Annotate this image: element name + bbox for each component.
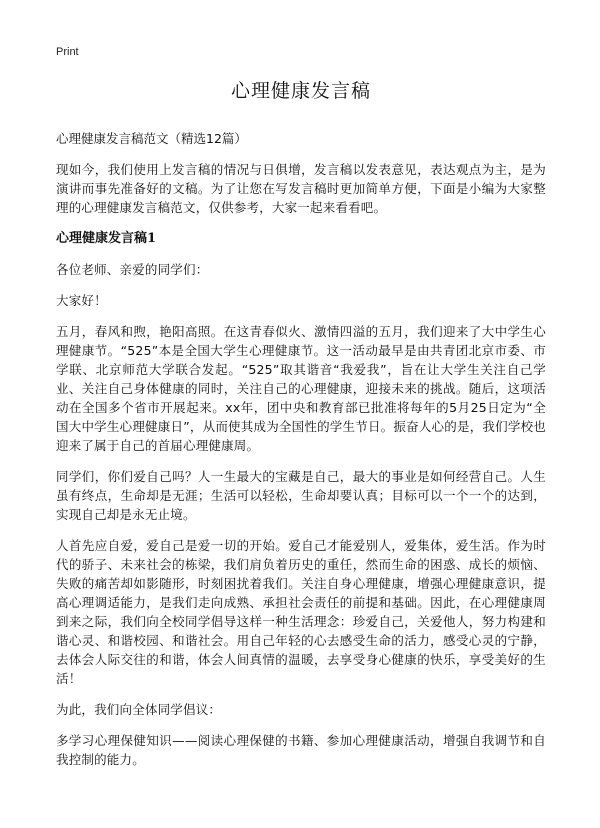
greeting: 各位老师、亲爱的同学们：	[56, 262, 209, 277]
body-paragraph: 为此，我们向全体同学倡议：	[56, 702, 222, 717]
body-paragraph: 五月，春风和煦，艳阳高照。在这青春似火、激情四溢的五月，我们迎来了大中学生心理健康节。“525”本是全国大学生心理健康节。这一活动最早是由共青团北京市委、市学联、北京师范大学联合发起。“525”取其谐音“我爱我”，旨在让大学生关注自己学业、关注自己身体健康的同时，关注自己的心理健康，迎接未来的挑战。随后，这项活动在全国多个省市开展起来。xx年，团中央和教育部已批准将每年的5月25日定为“全国大中学生心理健康日”，从而使其成为全国性的学生节日。振奋人心的是，我们学校也迎来了属于自己的首届心理健康周。	[56, 324, 546, 453]
document-page	[56, 76, 546, 781]
body-paragraph: 多学习心理保健知识——阅读心理保健的书籍、参加心理健康活动，增强自我调节和自我控制的能力。	[56, 733, 546, 767]
body-paragraph: 同学们，你们爱自己吗？人一生最大的宝藏是自己，最大的事业是如何经营自己。人生虽有终点，生命却是无涯；生活可以轻松，生命却要认真；目标可以一个一个的达到，实现自己却是永无止境。	[56, 469, 546, 522]
intro-paragraph: 现如今，我们使用上发言稿的情况与日俱增，发言稿以发表意见，表达观点为主，是为演讲而事先准备好的文稿。为了让您在写发言稿时更加简单方便，下面是小编为大家整理的心理健康发言稿范文，仅供参考，大家一起来看看吧。	[56, 162, 546, 215]
page-title: 心理健康发言稿	[230, 80, 371, 102]
document-subtitle: 心理健康发言稿范文（精选12篇）	[56, 131, 247, 146]
body-paragraph: 人首先应自爱，爱自己是爱一切的开始。爱自己才能爱别人，爱集体，爱生活。作为时代的骄子、未来社会的栋梁，我们肩负着历史的重任，然而生命的困惑、成长的烦恼、失败的痛苦却如影随形，时刻困扰着我们。关注自身心理健康，增强心理健康意识，提高心理调适能力，是我们走向成熟、承担社会责任的前提和基础。因此，在心理健康周到来之际，我们向全校同学倡导这样一种生活理念：珍爱自己，关爱他人，努力构建和谐心灵、和谐校园、和谐社会。用自己年轻的心去感受生命的活力，感受心灵的宁静，去体会人际交往的和谐，体会人间真情的温暖，去享受身心健康的快乐，享受美好的生活！	[56, 538, 546, 686]
section-heading: 心理健康发言稿1	[56, 231, 157, 246]
hello-line: 大家好！	[56, 293, 107, 308]
print-link[interactable]: Print	[56, 46, 79, 58]
